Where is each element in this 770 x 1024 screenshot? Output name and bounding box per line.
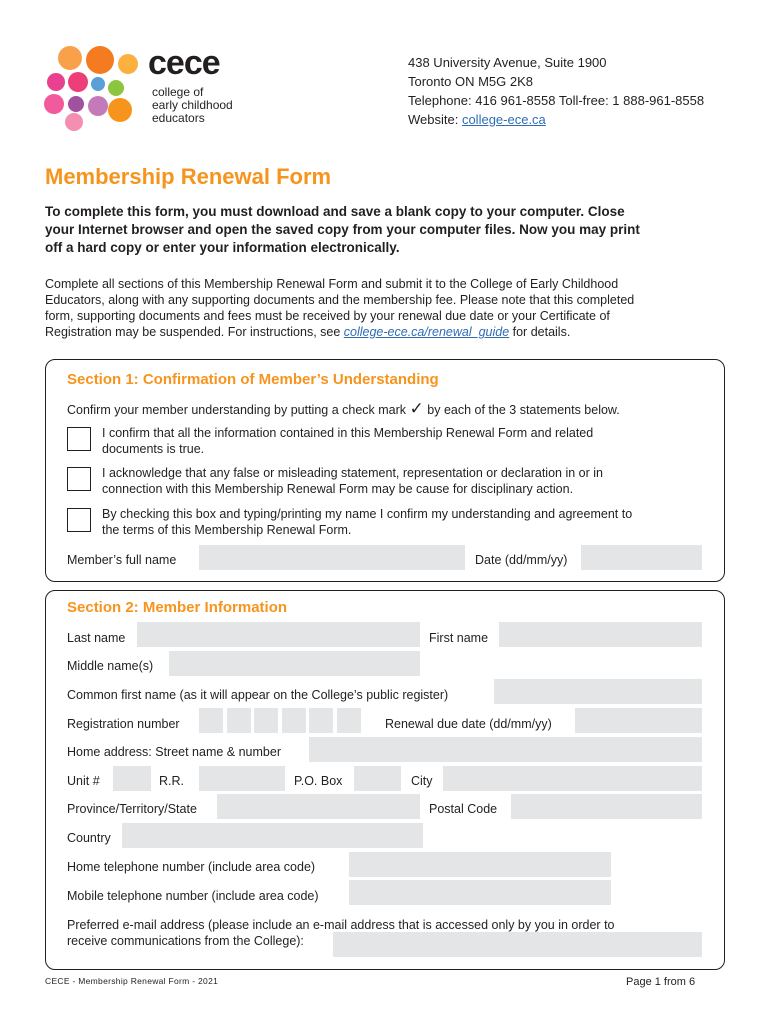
city-label: City — [411, 774, 433, 788]
home-phone-field[interactable] — [349, 852, 611, 877]
country-field[interactable] — [122, 823, 423, 848]
statement-3-line-2: the terms of this Membership Renewal Form. — [102, 523, 352, 537]
page-title: Membership Renewal Form — [45, 164, 332, 189]
email-field[interactable] — [333, 932, 702, 957]
statement-3-line-1: By checking this box and typing/printing my name I confirm my understanding and agreement to — [102, 507, 633, 521]
postal-code-label: Postal Code — [429, 802, 498, 816]
instruction-before: Confirm your member understanding by putting a check mark — [67, 403, 407, 417]
middle-name-field[interactable] — [169, 651, 420, 676]
unit-label: Unit # — [67, 774, 100, 788]
intro-line-2: Educators, along with any supporting documents and the membership fee. Please note that this completed — [45, 293, 635, 307]
last-name-label: Last name — [67, 631, 126, 645]
bold-intro-line-2: your Internet browser and open the saved copy from your computer files. Now you may print — [45, 222, 640, 237]
registration-digit-2[interactable] — [227, 708, 251, 733]
home-address-label: Home address: Street name & number — [67, 745, 281, 759]
renewal-due-date-label: Renewal due date (dd/mm/yy) — [385, 717, 552, 731]
mobile-phone-field[interactable] — [349, 880, 611, 905]
email-label-line-2: receive communications from the College): — [67, 934, 304, 948]
po-box-field[interactable] — [354, 766, 401, 791]
first-name-field[interactable] — [499, 622, 702, 647]
home-phone-label: Home telephone number (include area code) — [67, 860, 316, 874]
address-line-1: 438 University Avenue, Suite 1900 — [408, 55, 607, 70]
statement-2-line-1: I acknowledge that any false or misleading statement, representation or declaration in or in — [102, 466, 603, 480]
statement-3-checkbox[interactable] — [67, 508, 91, 532]
statement-1-checkbox[interactable] — [67, 427, 91, 451]
po-box-label: P.O. Box — [294, 774, 343, 788]
rr-label: R.R. — [159, 774, 184, 788]
instruction-after: by each of the 3 statements below. — [427, 403, 620, 417]
website-label: Website: — [408, 112, 462, 127]
footer-left: CECE - Membership Renewal Form - 2021 — [45, 976, 219, 986]
section-2-title: Section 2: Member Information — [67, 599, 288, 616]
logo-line-1: college of — [152, 85, 204, 99]
mobile-phone-label: Mobile telephone number (include area code) — [67, 889, 319, 903]
section-1-title: Section 1: Confirmation of Member’s Understanding — [67, 371, 439, 388]
statement-2-line-2: connection with this Membership Renewal Form may be cause for disciplinary action. — [102, 482, 574, 496]
renewal-guide-link[interactable]: college-ece.ca/renewal_guide — [343, 325, 510, 339]
first-name-label: First name — [429, 631, 489, 645]
registration-digit-3[interactable] — [254, 708, 278, 733]
date-field[interactable] — [581, 545, 702, 570]
intro-line-4 — [45, 324, 570, 340]
intro-line-1: Complete all sections of this Membership Renewal Form and submit it to the College of Early Childhood — [45, 277, 619, 291]
unit-field[interactable] — [113, 766, 151, 791]
province-label: Province/Territory/State — [67, 802, 197, 816]
full-name-label: Member’s full name — [67, 553, 177, 567]
registration-digit-5[interactable] — [309, 708, 333, 733]
logo-circles-icon — [40, 42, 150, 134]
logo-line-2: early childhood — [152, 98, 233, 112]
statement-1-line-1: I confirm that all the information contained in this Membership Renewal Form and related — [102, 426, 594, 440]
bold-intro-line-3: off a hard copy or enter your information electronically. — [45, 240, 400, 255]
registration-digit-6[interactable] — [337, 708, 361, 733]
province-field[interactable] — [217, 794, 420, 819]
date-label: Date (dd/mm/yy) — [475, 553, 568, 567]
section-1-instruction — [67, 401, 620, 418]
intro-line-4-text: Registration may be suspended. For instructions, see — [45, 325, 344, 339]
email-label-line-1: Preferred e-mail address (please include an e-mail address that is accessed only by you in order to — [67, 918, 615, 932]
logo-name: cece — [148, 44, 220, 82]
country-label: Country — [67, 831, 111, 845]
common-first-name-label: Common first name (as it will appear on the College’s public register) — [67, 688, 449, 702]
home-address-field[interactable] — [309, 737, 702, 762]
website-link[interactable]: college-ece.ca — [461, 112, 546, 127]
footer-page-number: Page 1 from 6 — [626, 976, 696, 988]
bold-intro-line-1: To complete this form, you must download and save a blank copy to your computer. Close — [45, 204, 625, 219]
rr-field[interactable] — [199, 766, 285, 791]
statement-2-checkbox[interactable] — [67, 467, 91, 491]
address-line-3: Telephone: 416 961-8558 Toll-free: 1 888-961-8558 — [408, 93, 705, 108]
statement-1-line-2: documents is true. — [102, 442, 205, 456]
logo-line-3: educators — [152, 111, 205, 125]
logo — [40, 42, 245, 134]
city-field[interactable] — [443, 766, 702, 791]
middle-name-label: Middle name(s) — [67, 659, 154, 673]
full-name-field[interactable] — [199, 545, 465, 570]
postal-code-field[interactable] — [511, 794, 702, 819]
check-mark-icon: ✓ — [409, 399, 424, 419]
registration-digit-4[interactable] — [282, 708, 306, 733]
intro-after-link: for details. — [509, 325, 571, 339]
registration-digit-1[interactable] — [199, 708, 223, 733]
intro-line-3: form, supporting documents and fees must be received by your renewal due date or your Certificate of — [45, 309, 610, 323]
common-first-name-field[interactable] — [494, 679, 702, 704]
renewal-due-date-field[interactable] — [575, 708, 702, 733]
address-line-2: Toronto ON M5G 2K8 — [408, 74, 533, 89]
registration-number-label: Registration number — [67, 717, 180, 731]
last-name-field[interactable] — [137, 622, 420, 647]
website-line — [408, 110, 546, 129]
